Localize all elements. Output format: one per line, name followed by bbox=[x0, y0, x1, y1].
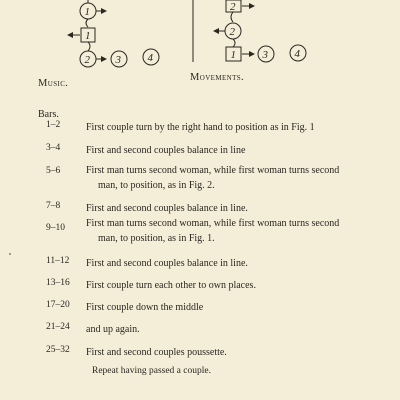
movements-heading: Movements. bbox=[190, 72, 245, 83]
movement-text bbox=[86, 216, 364, 246]
movement-continuation: man, to position, as in Fig. 2. bbox=[98, 180, 215, 191]
figure-label: 1 bbox=[84, 6, 90, 18]
figure-left bbox=[68, 0, 159, 67]
movement-text bbox=[86, 322, 364, 337]
figure-label: 3 bbox=[115, 54, 121, 66]
movement-continuation: man, to position, as in Fig. 1. bbox=[98, 233, 215, 244]
figure-label: 2 bbox=[229, 26, 235, 38]
movement-text bbox=[86, 300, 364, 315]
music-heading: Music. bbox=[38, 78, 69, 89]
bar-range: 17–20 bbox=[46, 300, 70, 310]
bar-range: 9–10 bbox=[46, 223, 65, 233]
movement-text bbox=[86, 163, 364, 193]
movement-line: and up again. bbox=[86, 324, 140, 335]
figure-label: 2 bbox=[230, 1, 236, 13]
movement-line: First couple turn each other to own places. bbox=[86, 280, 256, 291]
bar-range: 7–8 bbox=[46, 201, 61, 211]
movement-line: First and second couples poussette. bbox=[86, 347, 227, 358]
movement-text bbox=[86, 120, 364, 135]
dance-figures bbox=[0, 0, 400, 72]
figure-label: 1 bbox=[230, 49, 236, 61]
bar-range: 1–2 bbox=[46, 120, 61, 130]
figure-label: 1 bbox=[85, 30, 91, 42]
bar-range: 5–6 bbox=[46, 166, 61, 176]
figure-right bbox=[214, 0, 306, 62]
movement-text bbox=[86, 201, 364, 216]
bar-range: 3–4 bbox=[46, 143, 61, 153]
movement-text bbox=[86, 256, 364, 271]
movement-line: First man turns second woman, while first woman turns second bbox=[86, 218, 340, 229]
movement-line: First couple down the middle bbox=[86, 302, 204, 313]
figure-label: 4 bbox=[294, 48, 300, 60]
movement-text bbox=[86, 278, 364, 293]
repeat-note: Repeat having passed a couple. bbox=[92, 366, 211, 376]
page-speck bbox=[9, 253, 11, 255]
movement-line: First and second couples balance in line. bbox=[86, 258, 248, 269]
movement-line: First man turns second woman, while first woman turns second bbox=[86, 165, 340, 176]
movement-line: First and second couples balance in line bbox=[86, 145, 246, 156]
bar-range: 25–32 bbox=[46, 345, 70, 355]
bar-range: 13–16 bbox=[46, 278, 70, 288]
movement-text bbox=[86, 345, 364, 360]
movement-line: First and second couples balance in line. bbox=[86, 203, 248, 214]
figure-label: 2 bbox=[84, 54, 90, 66]
bar-range: 21–24 bbox=[46, 322, 70, 332]
movement-text bbox=[86, 143, 364, 158]
bar-range: 11–12 bbox=[46, 256, 70, 266]
figure-label: 3 bbox=[262, 49, 268, 61]
bars-heading: Bars. bbox=[38, 109, 59, 120]
figure-label: 4 bbox=[147, 52, 153, 64]
movement-line: First couple turn by the right hand to position as in Fig. 1 bbox=[86, 122, 315, 133]
